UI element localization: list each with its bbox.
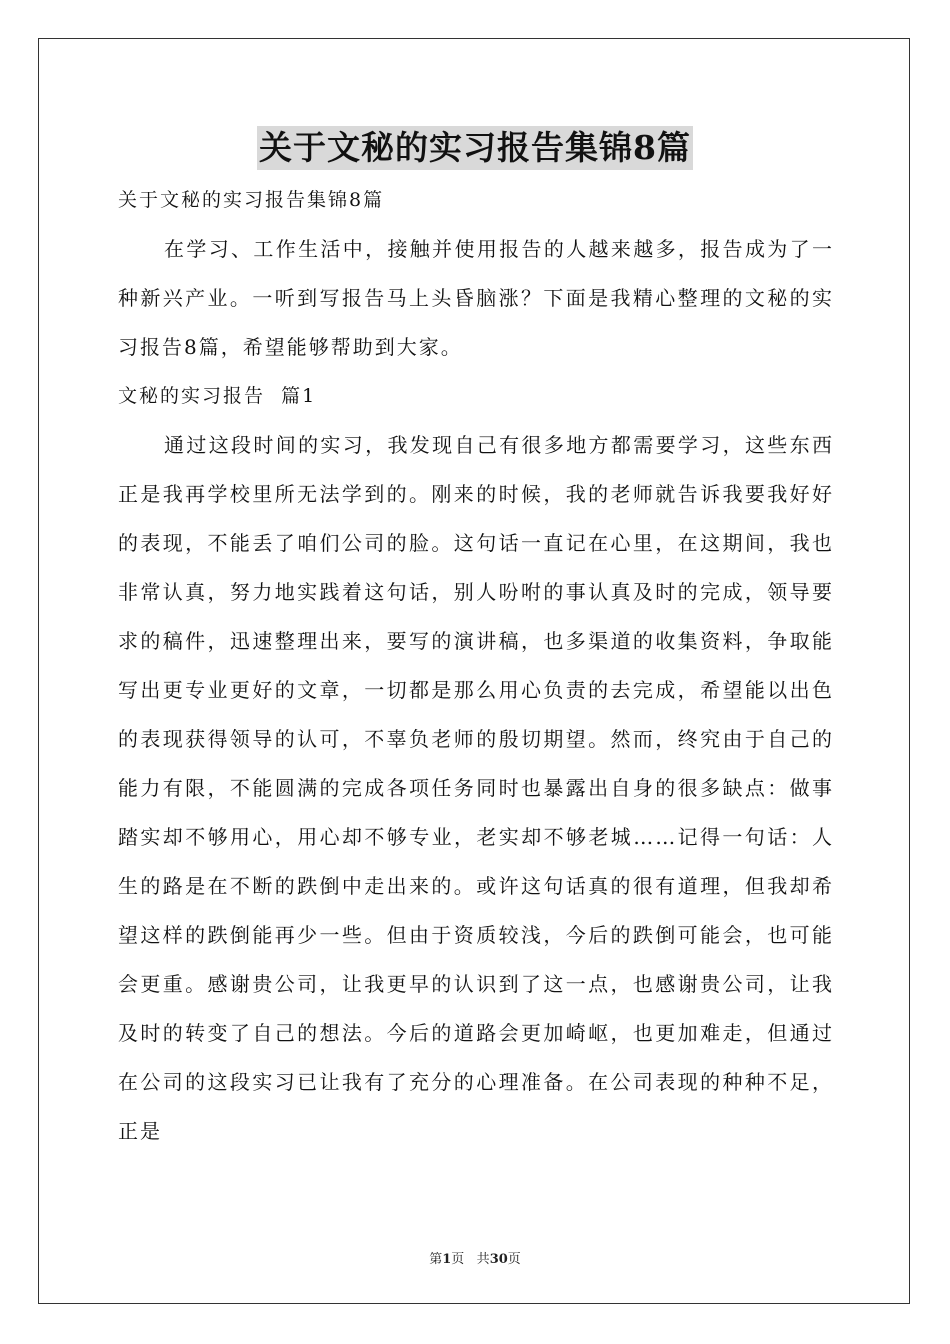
intro-paragraph: 在学习、工作生活中，接触并使用报告的人越来越多，报告成为了一种新兴产业。一听到写报告马上头昏脑涨？下面是我精心整理的文秘的实习报告8篇，希望能够帮助到大家。 — [118, 237, 834, 359]
total-suffix: 页 — [507, 1252, 521, 1267]
page-prefix: 第 — [429, 1252, 443, 1267]
title-area — [0, 126, 950, 170]
page-suffix: 页 — [451, 1252, 465, 1267]
total-pages: 30 — [489, 1252, 508, 1267]
section-heading: 文秘的实习报告 篇1 — [118, 385, 317, 407]
total-prefix: 共 — [476, 1252, 490, 1267]
page-number: 1 — [442, 1252, 452, 1267]
section-paragraph: 通过这段时间的实习，我发现自己有很多地方都需要学习，这些东西正是我再学校里所无法学到的。刚来的时候，我的老师就告诉我要我好好的表现，不能丢了咱们公司的脸。这句话一直记在心里，在这期间，我也非常认真，努力地实践着这句话，别人吩咐的事认真及时的完成，领导要求的稿件，迅速整理出来，要写的演讲稿，也多渠道的收集资料，争取能写出更专业更好的文章，一切都是那么用心负责的去完成，希望能以出色的表现获得领导的认可，不辜负老师的殷切期望。然而，终究由于自己的能力有限，不能圆满的完成各项任务同时也暴露出自身的很多缺点：做事踏实却不够用心，用心却不够专业，老实却不够老城……记得一句话：人生的路是在不断的跌倒中走出来的。或许这句话真的很有道理，但我却希望这样的跌倒能再少一些。但由于资质较浅，今后的跌倒可能会，也可能会更重。感谢贵公司，让我更早的认识到了这一点，也感谢贵公司，让我及时的转变了自己的想法。今后的道路会更加崎岖，也更加难走，但通过在公司的这段实习已让我有了充分的心理准备。在公司表现的种种不足，正是 — [118, 433, 834, 1143]
document-subtitle: 关于文秘的实习报告集锦8篇 — [118, 189, 385, 211]
document-body — [118, 176, 834, 1156]
page-footer — [0, 1248, 950, 1267]
document-title: 关于文秘的实习报告集锦8篇 — [257, 126, 693, 170]
